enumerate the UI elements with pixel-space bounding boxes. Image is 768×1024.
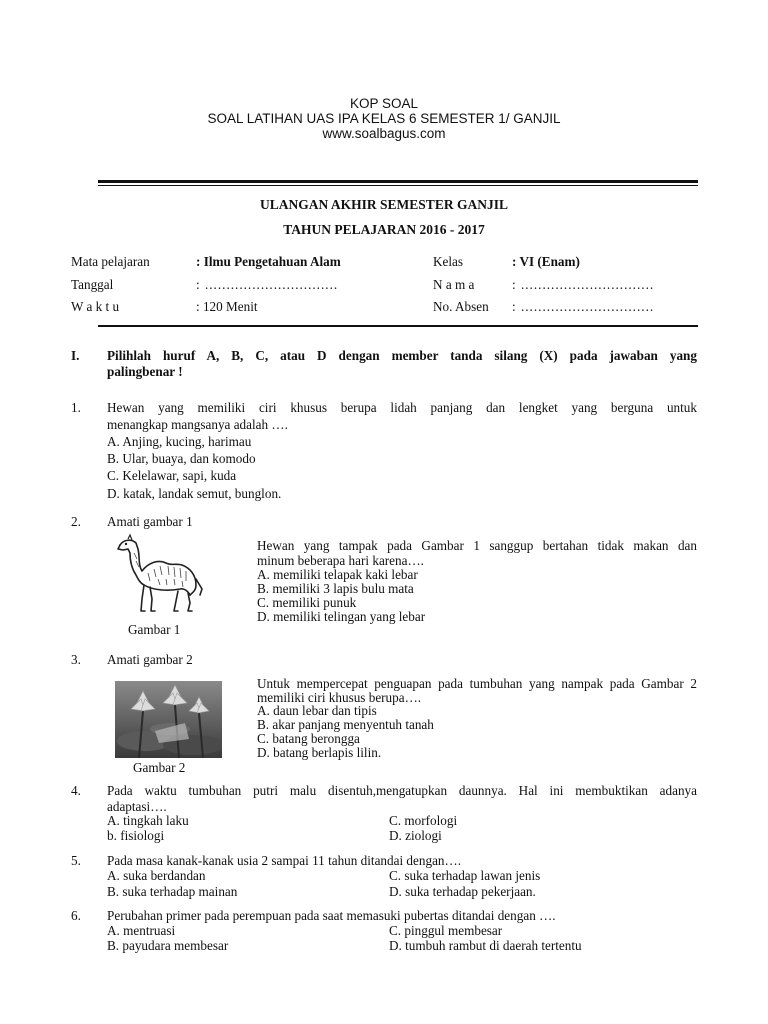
question-number: 5. (71, 853, 81, 868)
absen-field[interactable]: : ............................... (512, 299, 655, 314)
question-number: 4. (71, 783, 81, 798)
name-field[interactable]: : ............................... (512, 277, 655, 292)
option-c[interactable]: C. suka terhadap lawan jenis (389, 868, 541, 883)
question-text-line1: Pada waktu tumbuhan putri malu disentuh,mengatupkan daunnya. Hal ini membuktikan adanya (107, 783, 697, 798)
option-b[interactable]: B. payudara membesar (107, 938, 229, 953)
option-d[interactable]: D. ziologi (389, 828, 442, 843)
name-label: N a m a (433, 277, 475, 292)
option-b[interactable]: B. akar panjang menyentuh tanah (257, 717, 434, 732)
kop-website: www.soalbagus.com (322, 126, 446, 141)
question-text-line1: Perubahan primer pada perempuan pada saat memasuki pubertas ditandai dengan …. (107, 908, 556, 923)
option-a[interactable]: A. memiliki telapak kaki lebar (257, 567, 418, 582)
question-text-line2: menangkap mangsanya adalah …. (107, 417, 288, 432)
subject-label: Mata pelajaran (71, 254, 150, 269)
figure-caption: Gambar 2 (133, 760, 186, 775)
info-rule (98, 325, 698, 327)
option-a[interactable]: A. tingkah laku (107, 813, 189, 828)
question-number: 1. (71, 400, 81, 415)
exam-year: TAHUN PELAJARAN 2016 - 2017 (283, 222, 485, 237)
time-value: : 120 Menit (196, 299, 258, 314)
option-b[interactable]: B. Ular, buaya, dan komodo (107, 451, 256, 466)
option-d[interactable]: D. suka terhadap pekerjaan. (389, 884, 536, 899)
option-a[interactable]: A. mentruasi (107, 923, 176, 938)
question-text-line2: minum beberapa hari karena…. (257, 553, 424, 568)
class-value: : VI (Enam) (512, 254, 580, 269)
option-c[interactable]: C. Kelelawar, sapi, kuda (107, 468, 237, 483)
question-number: 6. (71, 908, 81, 923)
option-c[interactable]: C. morfologi (389, 813, 458, 828)
question-text-line1: Hewan yang tampak pada Gambar 1 sanggup bertahan tidak makan dan (257, 538, 697, 553)
option-c[interactable]: C. pinggul membesar (389, 923, 503, 938)
exam-title: ULANGAN AKHIR SEMESTER GANJIL (260, 197, 508, 212)
option-a[interactable]: A. suka berdandan (107, 868, 206, 883)
absen-label: No. Absen (433, 299, 489, 314)
header-rule-thick (98, 180, 698, 183)
question-prompt: Amati gambar 1 (107, 514, 193, 529)
option-b[interactable]: B. suka terhadap mainan (107, 884, 238, 899)
section-instruction-line2: palingbenar ! (107, 364, 183, 379)
question-text-line1: Pada masa kanak-kanak usia 2 sampai 11 tahun ditandai dengan…. (107, 853, 462, 868)
option-c[interactable]: C. memiliki punuk (257, 595, 357, 610)
figure-caption: Gambar 1 (128, 622, 181, 637)
option-a[interactable]: A. Anjing, kucing, harimau (107, 434, 252, 449)
time-label: W a k t u (71, 299, 120, 314)
option-b[interactable]: B. memiliki 3 lapis bulu mata (257, 581, 414, 596)
question-text-line2: memiliki ciri khusus berupa…. (257, 690, 422, 705)
question-number: 2. (71, 514, 81, 529)
waterlily-photo (115, 681, 222, 758)
question-text-line1: Untuk mempercepat penguapan pada tumbuhan yang nampak pada Gambar 2 (257, 676, 697, 691)
section-instruction-line1: Pilihlah huruf A, B, C, atau D dengan member tanda silang (X) pada jawaban yang (107, 348, 697, 363)
camel-illustration (114, 533, 206, 615)
subject-value: : Ilmu Pengetahuan Alam (196, 254, 341, 269)
kop-title: KOP SOAL (349, 96, 419, 111)
option-d[interactable]: D. katak, landak semut, bunglon. (107, 486, 282, 501)
option-d[interactable]: D. memiliki telingan yang lebar (257, 609, 426, 624)
kop-subtitle: SOAL LATIHAN UAS IPA KELAS 6 SEMESTER 1/ GANJIL (207, 111, 561, 126)
question-number: 3. (71, 652, 81, 667)
class-label: Kelas (433, 254, 464, 269)
option-a[interactable]: A. daun lebar dan tipis (257, 703, 377, 718)
option-d[interactable]: D. batang berlapis lilin. (257, 745, 382, 760)
question-text-line2: adaptasi…. (107, 799, 167, 814)
section-number: I. (71, 348, 80, 363)
option-d[interactable]: D. tumbuh rambut di daerah tertentu (389, 938, 582, 953)
question-text-line1: Hewan yang memiliki ciri khusus berupa lidah panjang dan lengket yang berguna untuk (107, 400, 697, 415)
date-label: Tanggal (71, 277, 114, 292)
header-rule-thin (98, 185, 698, 186)
question-prompt: Amati gambar 2 (107, 652, 193, 667)
date-field[interactable]: : ............................... (196, 277, 339, 292)
option-b[interactable]: b. fisiologi (107, 828, 165, 843)
option-c[interactable]: C. batang berongga (257, 731, 360, 746)
